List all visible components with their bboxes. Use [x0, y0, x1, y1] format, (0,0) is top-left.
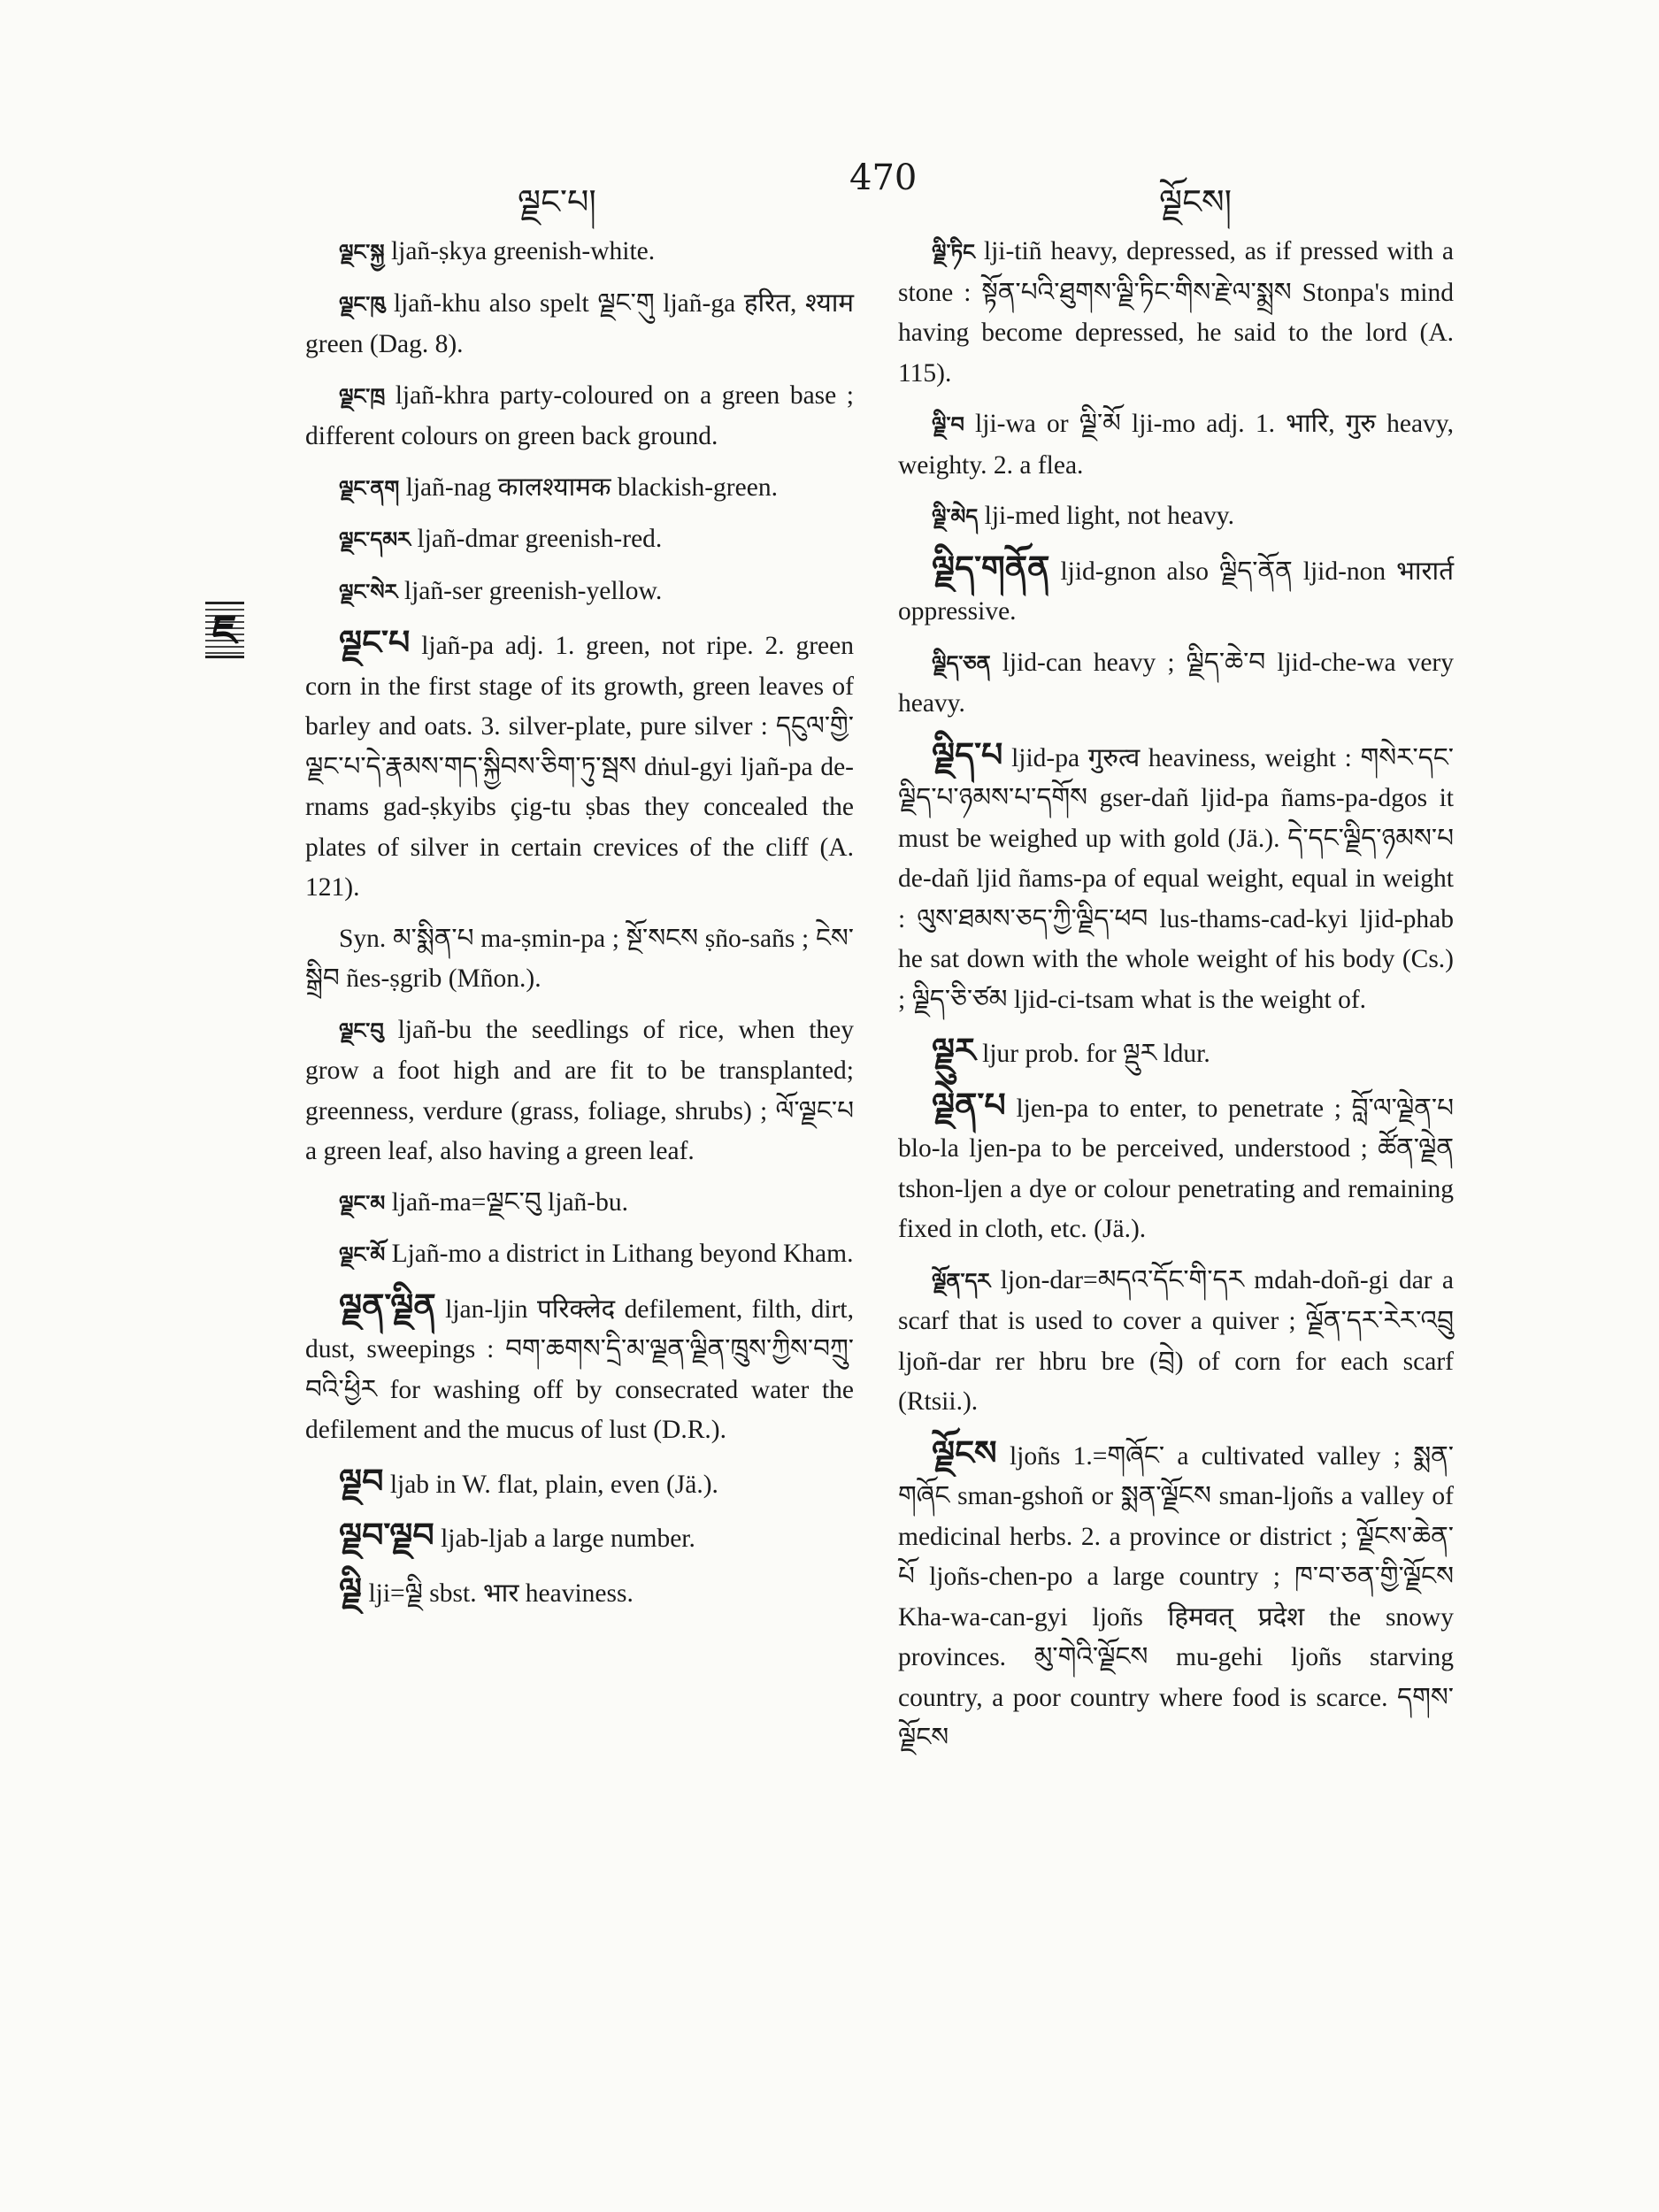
entry-text: ljañ-khra party-coloured on a green base ; different colours on green back ground. — [305, 380, 855, 450]
entry-headword: ལྗིད་གནོན — [932, 548, 1050, 588]
entry-headword: ལྗི་མེད — [932, 504, 979, 529]
entry-text: lji-wa or ལྗི་མོ lji-mo adj. 1. भारि, गुरु heavy, weighty. 2. a flea. — [898, 410, 1455, 480]
entry-headword: ལྗོངས — [932, 1432, 997, 1472]
entry-headword: ལྗེན་པ — [932, 1085, 1006, 1125]
entry-headword: ལྗང་ཁུ — [339, 291, 386, 317]
entry-headword: ལྗང་ཁྲ — [339, 383, 386, 409]
entry-text: ljon-dar=མདའ་དོང་གི་དར mdah-doñ-gi dar a scarf that is used to cover a quiver ; ལྗོན་དར་རེར་འབྲུ ljoñ-dar rer hbru bre (བྲེ) of corn for each scarf (Rtsii.). — [898, 1265, 1455, 1416]
right-column — [898, 232, 1454, 1770]
entry-text: ljan-ljin परिक्लेद defilement, filth, dirt, dust, sweepings : བག་ཆགས་དྲི་མ་ལྗན་ལྗིན་ཁྲུས་ཀྱིས་བཀྲུ་བའི་ཕྱིར for washing off by consecrated water the defilement and the mucus of lust (D.R.). — [305, 1294, 854, 1444]
running-head-right: ལྗོངས། — [1159, 182, 1233, 221]
entry-text: lji=ལྗི sbst. भार heaviness. — [368, 1578, 634, 1608]
dictionary-entry — [898, 404, 1454, 486]
dictionary-entry — [898, 232, 1454, 394]
entry-headword: ལྗུར — [932, 1031, 976, 1070]
dictionary-entry — [305, 572, 854, 613]
entry-headword: ལྗང་དམར — [339, 527, 411, 552]
entry-headword: ལྗིད་པ — [932, 734, 1003, 774]
entry-headword: ལྗན་ལྗིན — [339, 1286, 436, 1325]
dictionary-entry — [305, 284, 854, 365]
dictionary-entry — [898, 1086, 1454, 1250]
dictionary-entry — [305, 1516, 854, 1560]
entry-headword: ལྗང་སྐྱ — [339, 240, 385, 265]
entry-text: ljañ-ṣkya greenish-white. — [390, 237, 656, 265]
entry-headword: ལྗོན་དར — [932, 1268, 991, 1294]
entry-headword: ལྗང་མ — [339, 1190, 386, 1216]
entry-text: ljid-pa गुरुत्व heaviness, weight : གསེར་དང་ལྗིད་པ་ཉམས་པ་དགོས gser-dañ ljid-pa ñams-pa-dgos it must be weighed up with gold (Jä.). དེ་དང་ལྗིད་ཉམས་པ de-dañ ljid ñams-pa of equal weight, equal in weight : ལུས་ཐམས་ཅད་ཀྱི་ལྗིད་ཕབ lus-thams-cad-kyi ljid-phab he sat down with the whole weight of his body (Cs.) ; ལྗིད་ཅི་ཙམ ljid-ci-tsam what is the weight of. — [898, 743, 1455, 1014]
entry-text: ljañ-khu also spelt ལྗང་གུ ljañ-ga हरित, श्याम green (Dag. 8). — [305, 288, 854, 358]
entry-headword: ལྗི་བ — [932, 412, 964, 437]
entry-headword: ལྗབ — [339, 1461, 384, 1501]
page-number: 470 — [849, 157, 918, 198]
dictionary-entry — [898, 735, 1454, 1021]
entry-headword: ལྗང་པ — [339, 623, 411, 662]
entry-headword: ལྗི — [339, 1570, 363, 1609]
dictionary-entry — [305, 1183, 854, 1225]
entry-headword: ལྗང་བུ — [339, 1018, 384, 1043]
entry-text: Ljañ-mo a district in Lithang beyond Kham. — [391, 1240, 854, 1268]
dictionary-entry — [305, 1010, 854, 1172]
entry-text: ljur prob. for ལྡུར ldur. — [982, 1040, 1210, 1068]
synonym-entry — [305, 919, 854, 1000]
entry-headword: ལྗང་ནག — [339, 475, 400, 501]
entry-headword: ལྗི་ཏིང — [932, 240, 975, 265]
dictionary-entry — [305, 1462, 854, 1506]
entry-headword: ལྗང་སེར — [339, 579, 398, 604]
entry-text: ljañ-dmar greenish-red. — [417, 525, 663, 553]
dictionary-entry — [305, 1234, 854, 1276]
entry-headword: ལྗབ་ལྗབ — [339, 1516, 434, 1555]
entry-text: ljañ-pa adj. 1. green, not ripe. 2. green corn in the first stage of its growth, green leaves of barley and oats. 3. silver-plate, pure silver : དངུལ་གྱི་ལྗང་པ་དེ་རྣམས་གད་སྐྱིབས་ཅིག་ཏུ་སྦས dṅul-gyi ljañ-pa de-rnams gad-ṣkyibs çig-tu ṣbas they concealed the plates of silver in certain crevices of the cliff (A. 121). — [305, 632, 854, 902]
running-head-left: ལྗང་པ། — [518, 182, 596, 221]
entry-text: lji-med light, not heavy. — [984, 502, 1235, 530]
page-header — [0, 157, 1659, 221]
dictionary-entry — [898, 549, 1454, 633]
dictionary-entry — [305, 1571, 854, 1615]
dictionary-entry — [898, 643, 1454, 725]
section-letter-mark: ཇ — [205, 602, 244, 658]
dictionary-entry — [305, 232, 854, 273]
entry-text: ljañ-ma=ལྗང་བུ ljañ-bu. — [391, 1187, 628, 1217]
dictionary-entry — [898, 1433, 1454, 1759]
entry-text: ljab-ljab a large number. — [441, 1525, 695, 1553]
dictionary-entry — [898, 1261, 1454, 1423]
entry-headword: ལྗང་མོ — [339, 1242, 386, 1267]
entry-text: ljen-pa to enter, to penetrate ; བློ་ལ་ལྗེན་པ blo-la ljen-pa to be perceived, understood ; ཚོན་ལྗེན tshon-ljen a dye or colour penetrating and remaining fixed in cloth, etc. (Jä.). — [898, 1094, 1455, 1243]
entry-text: lji-tiñ heavy, depressed, as if pressed with a stone : སྟོན་པའི་ཐུགས་ལྗི་ཏིང་གིས་རྗེ་ལ་སྨྲས Stonpa's mind having become depressed, he said to the lord (A. 115). — [898, 237, 1455, 388]
entry-text: ljoñs 1.=གཞོང་ a cultivated valley ; སྨན་གཞོང sman-gshoñ or སྨན་ལྗོངས sman-ljoñs a valley of medicinal herbs. 2. a province or district ; ལྗོངས་ཆེན་པོ ljoñs-chen-po a large country ; ཁ་བ་ཅན་གྱི་ལྗོངས Kha-wa-can-gyi ljoñs हिमवत् प्रदेश the snowy provinces. མུ་གེའི་ལྗོངས mu-gehi ljoñs starving country, a poor country where food is scarce. དགས་ལྗོངས — [898, 1441, 1454, 1752]
entry-text: Syn. མ་སྨིན་པ ma-ṣmin-pa ; སྔོ་སངས ṣño-sañs ; ངེས་སྒྲིབ ñes-ṣgrib (Mñon.). — [305, 924, 854, 993]
dictionary-entry — [305, 376, 854, 457]
left-column — [305, 232, 854, 1624]
dictionary-entry — [898, 1031, 1454, 1075]
entry-text: ljid-gnon also ལྗིད་ནོན ljid-non भारार्त oppressive. — [898, 557, 1455, 626]
entry-text: ljañ-bu the seedlings of rice, when they grow a foot high and are fit to be transplanted; greenness, verdure (grass, foliage, shrubs) ; ལོ་ལྗང་པ a green leaf, also having a green leaf. — [305, 1015, 854, 1165]
entry-text: ljañ-nag कालश्यामक blackish-green. — [405, 472, 778, 502]
dictionary-entry — [305, 623, 854, 909]
entry-text: ljab in W. flat, plain, even (Jä.). — [389, 1470, 718, 1499]
dictionary-entry — [898, 496, 1454, 538]
entry-headword: ལྗིད་ཅན — [932, 650, 991, 676]
dictionary-entry — [305, 519, 854, 561]
dictionary-entry — [305, 468, 854, 510]
entry-text: ljid-can heavy ; ལྗིད་ཆེ་བ ljid-che-wa very heavy. — [898, 648, 1455, 718]
dictionary-entry — [305, 1286, 854, 1451]
entry-text: ljañ-ser greenish-yellow. — [403, 576, 663, 605]
